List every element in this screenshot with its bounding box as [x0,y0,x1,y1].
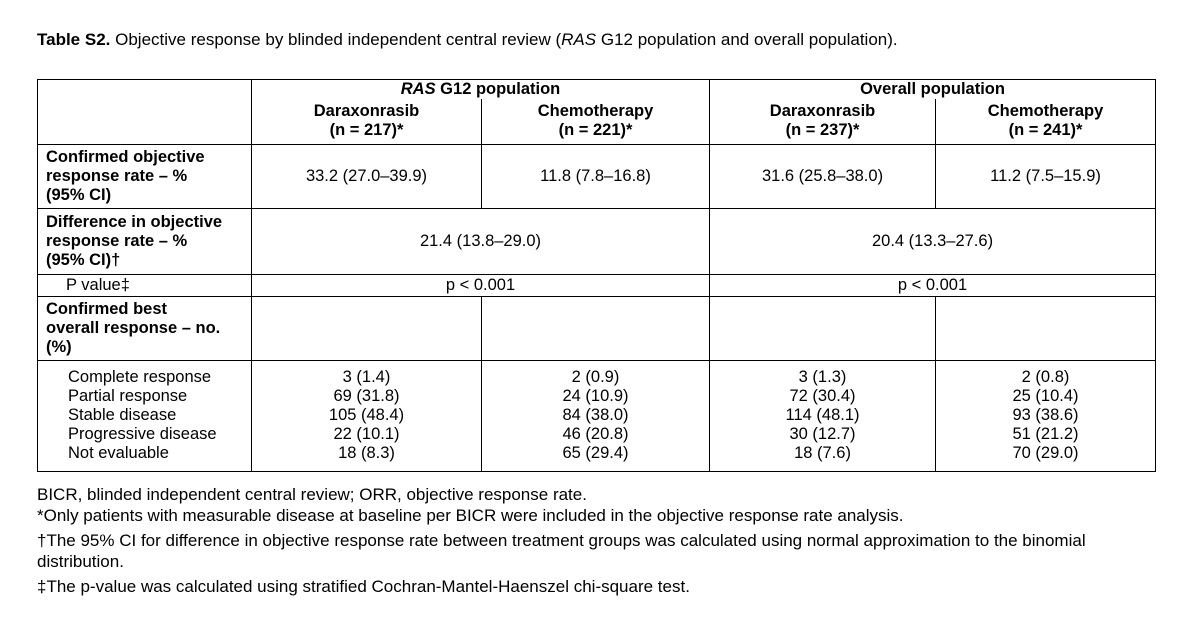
arm3-complete: 3 (1.3) [798,368,847,386]
group-header-overall: Overall population [710,80,1156,100]
best-label-line-1: Confirmed best [46,299,168,318]
arm1-stable: 105 (48.4) [328,406,405,424]
response-table [37,79,1156,472]
arm4-stable: 93 (38.6) [1012,406,1079,424]
arm-header-2 [482,99,710,144]
diff-row [38,208,1156,274]
title-italic: RAS [561,30,597,49]
arm-n-3: (n = 237)* [785,121,860,140]
arm-n-4: (n = 241)* [1008,121,1083,140]
arm1-progressive: 22 (10.1) [333,425,400,443]
group-header-ras-rest: G12 population [435,80,561,98]
best-empty-3 [710,296,936,360]
diff-label-line-1: Difference in objective [46,212,223,231]
arm3-stable: 114 (48.1) [785,406,860,424]
diff-label [38,208,252,274]
arm-name-2: Chemotherapy [537,102,654,121]
arm4-partial: 25 (10.4) [1012,387,1079,405]
orr-value-3: 31.6 (25.8–38.0) [710,144,936,208]
table-label: Table S2. [37,30,111,49]
diff-value-overall: 20.4 (13.3–27.6) [710,208,1156,274]
arm3-progressive: 30 (12.7) [789,425,856,443]
footnote-abbreviations: BICR, blinded independent central review; ORR, objective response rate. [37,485,587,504]
label-progressive-disease: Progressive disease [68,425,217,443]
best-response-label [38,296,252,360]
arm2-partial: 24 (10.9) [562,387,629,405]
empty-corner-cell [38,80,252,145]
label-partial-response: Partial response [68,387,188,405]
diff-label-line-3: (95% CI)† [46,250,121,269]
label-stable-disease: Stable disease [68,406,177,424]
arm4-complete: 2 (0.8) [1021,368,1070,386]
arm3-partial: 72 (30.4) [789,387,856,405]
best-empty-2 [482,296,710,360]
label-not-evaluable: Not evaluable [68,444,169,462]
orr-value-1: 33.2 (27.0–39.9) [252,144,482,208]
title-text-2: G12 population and overall population). [596,30,898,49]
pvalue-ras: p < 0.001 [252,274,710,296]
orr-label-line-3: (95% CI) [46,185,112,204]
best-sub-arm1 [252,360,482,471]
pvalue-row [38,274,1156,296]
arm-name-1: Daraxonrasib [313,102,420,121]
arm3-not-evaluable: 18 (7.6) [794,444,851,462]
arm2-progressive: 46 (20.8) [562,425,629,443]
footnote-asterisk: *Only patients with measurable disease at baseline per BICR were included in the objective response rate analysis. [37,506,904,525]
orr-label [38,144,252,208]
arm-name-3: Daraxonrasib [769,102,876,121]
group-header-row [38,80,1156,100]
arm-header-1 [252,99,482,144]
arm1-partial: 69 (31.8) [333,387,400,405]
orr-label-line-2: response rate – % [46,166,188,185]
best-label-line-3: (%) [46,337,72,356]
arm2-not-evaluable: 65 (29.4) [562,444,629,462]
footnotes [37,484,1157,597]
arm-n-2: (n = 221)* [558,121,633,140]
best-response-subrows [38,360,1156,471]
group-header-ras-italic: RAS [400,80,436,98]
label-complete-response: Complete response [68,368,212,386]
title-text-1: Objective response by blinded independent central review ( [110,30,562,49]
best-label-line-2: overall response – no. [46,318,221,337]
diff-label-line-2: response rate – % [46,231,188,250]
best-sub-labels [38,360,252,471]
arm-header-3 [710,99,936,144]
best-empty-1 [252,296,482,360]
best-response-row [38,296,1156,360]
arm2-stable: 84 (38.0) [562,406,629,424]
arm2-complete: 2 (0.9) [571,368,620,386]
table-title [37,30,898,50]
best-sub-arm4 [936,360,1156,471]
arm-n-1: (n = 217)* [329,121,404,140]
arm1-not-evaluable: 18 (8.3) [338,444,395,462]
best-sub-arm2 [482,360,710,471]
footnote-double-dagger: ‡The p-value was calculated using stratified Cochran-Mantel-Haenszel chi-square test. [37,577,690,596]
group-header-ras [252,80,710,100]
orr-label-line-1: Confirmed objective [46,147,205,166]
footnote-dagger: †The 95% CI for difference in objective response rate between treatment groups was calculated using normal approximation to the binomial distribution. [37,531,1086,571]
arm4-not-evaluable: 70 (29.0) [1012,444,1079,462]
arm1-complete: 3 (1.4) [342,368,391,386]
best-sub-arm3 [710,360,936,471]
arm4-progressive: 51 (21.2) [1012,425,1079,443]
pvalue-overall: p < 0.001 [710,274,1156,296]
best-empty-4 [936,296,1156,360]
orr-value-4: 11.2 (7.5–15.9) [936,144,1156,208]
pvalue-label: P value‡ [38,274,252,296]
diff-value-ras: 21.4 (13.8–29.0) [252,208,710,274]
orr-row [38,144,1156,208]
arm-name-4: Chemotherapy [987,102,1104,121]
orr-value-2: 11.8 (7.8–16.8) [482,144,710,208]
arm-header-4 [936,99,1156,144]
